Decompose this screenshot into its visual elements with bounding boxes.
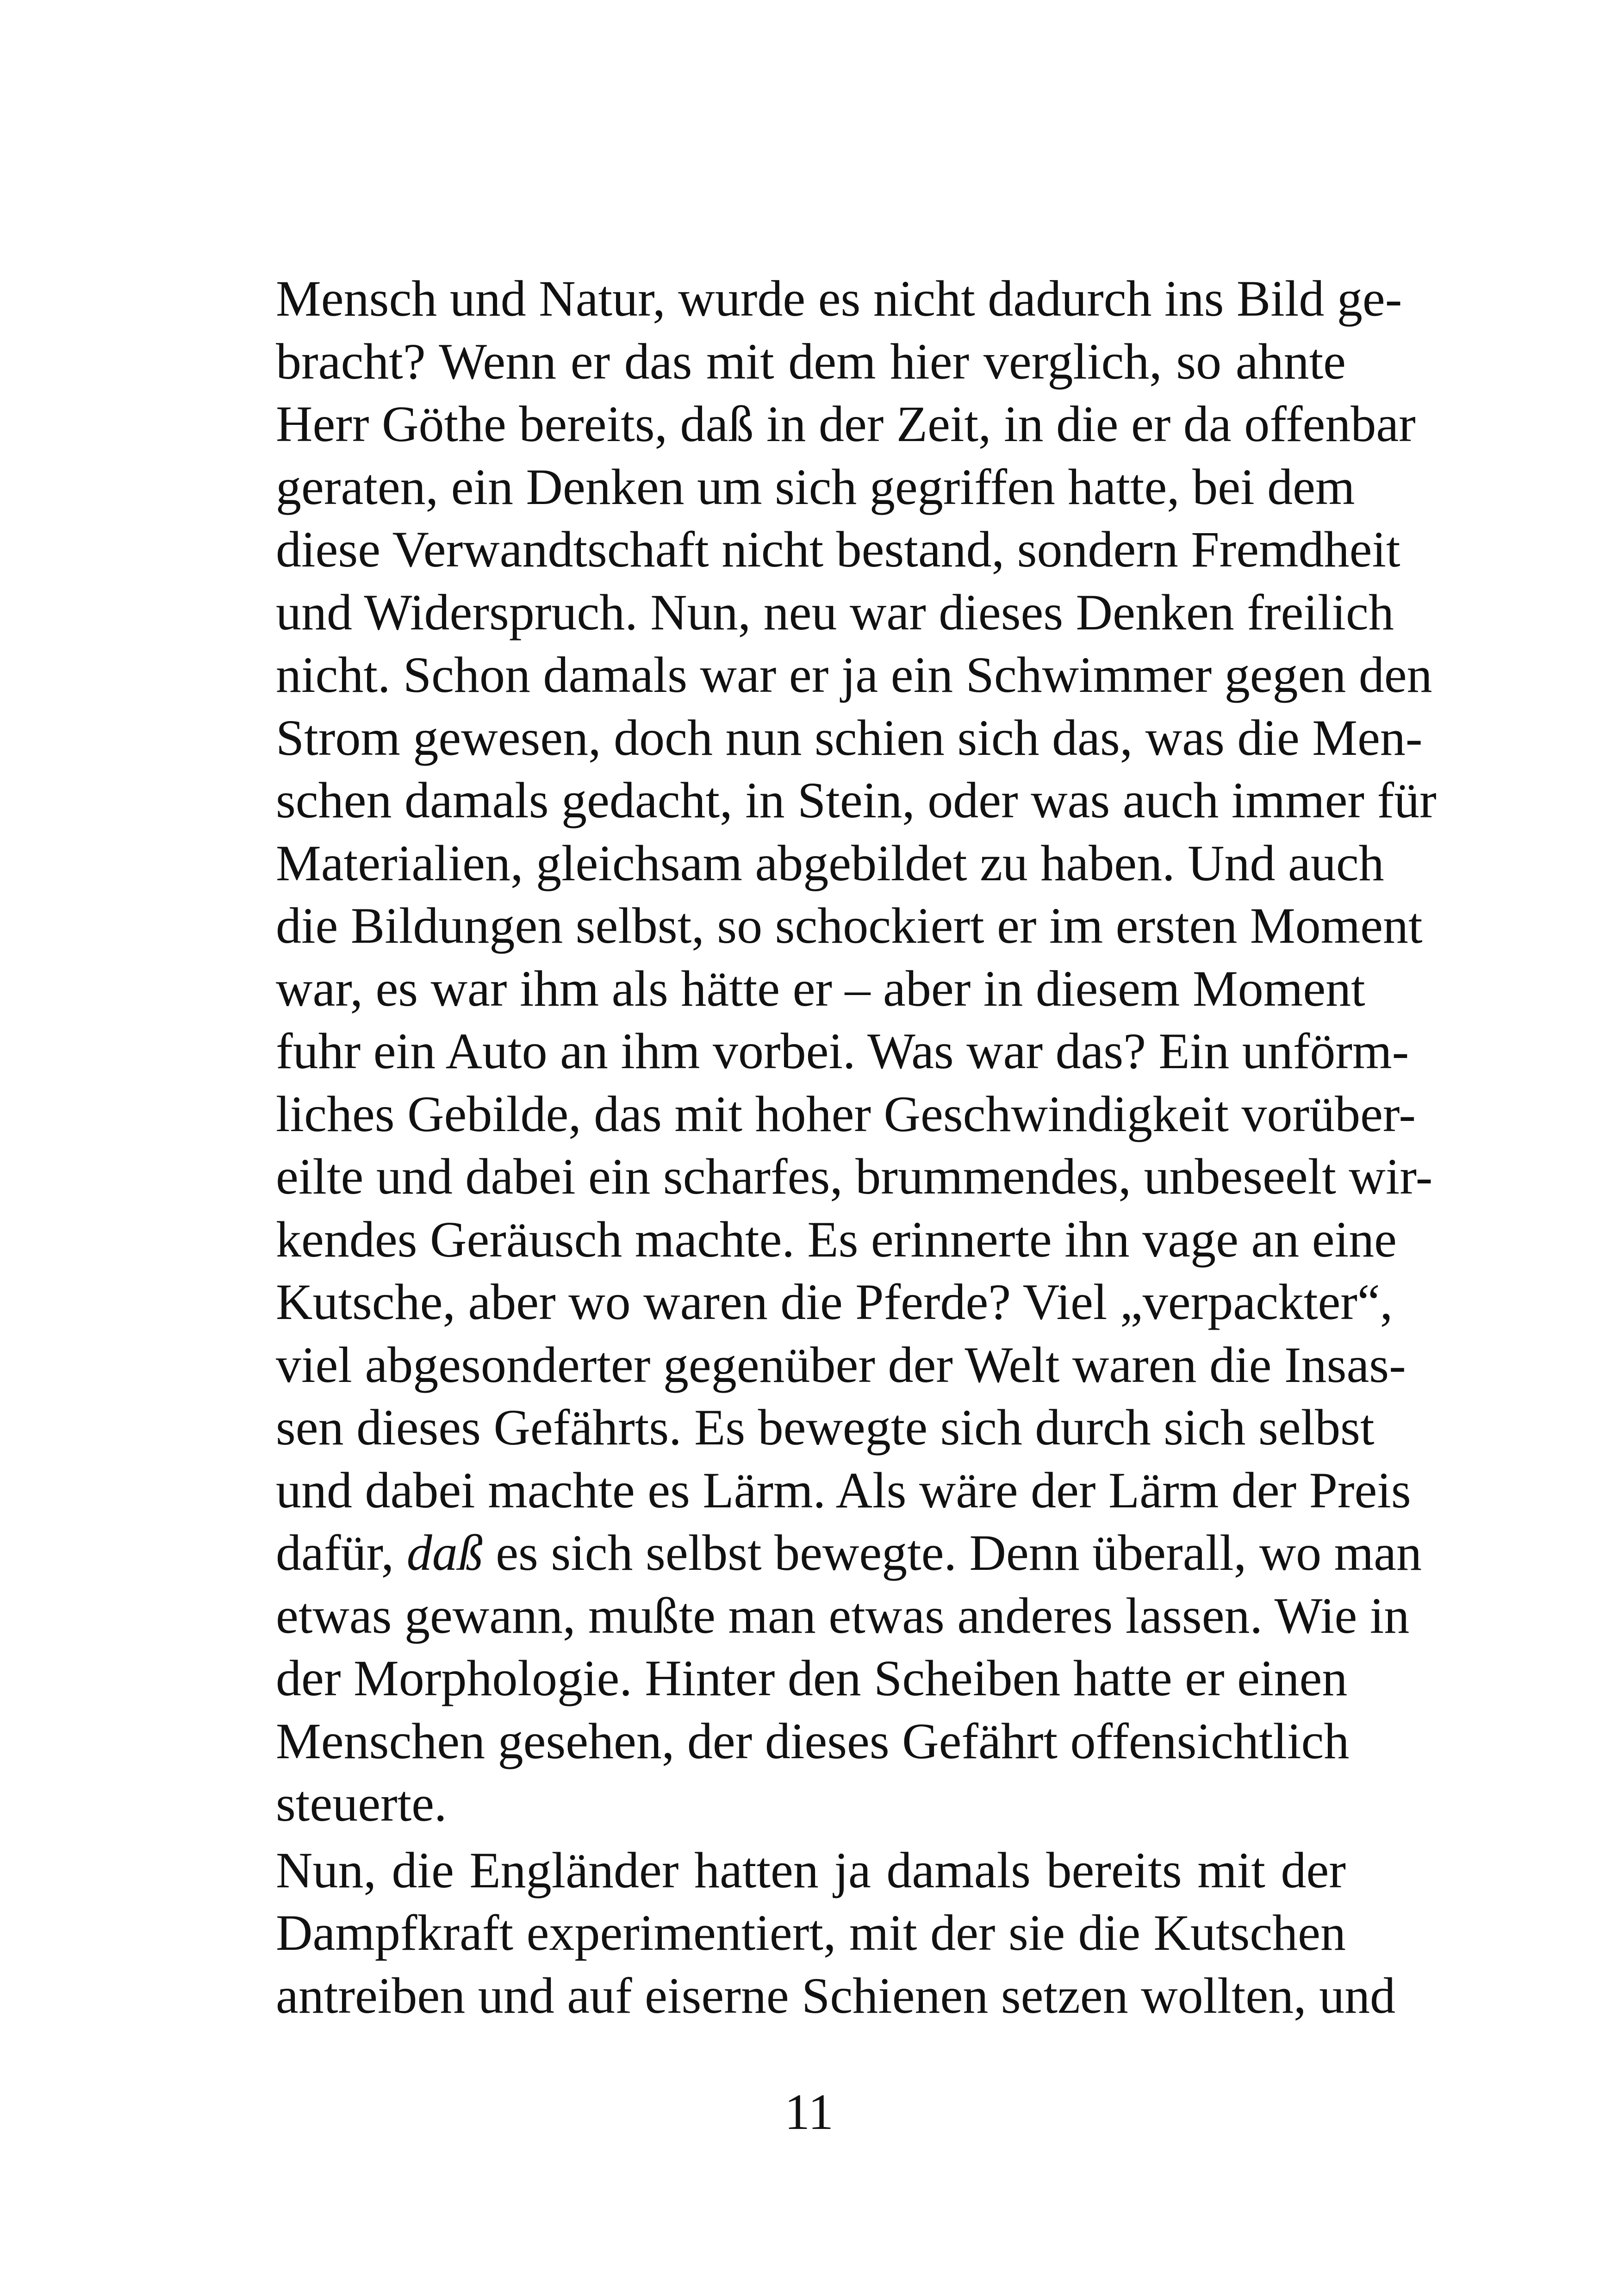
- text-line: Dampfkraft experimentiert, mit der sie die Kutschen: [276, 1904, 1346, 1961]
- text-line: liches Gebilde, das mit hoher Geschwindigkeit vorüber-: [276, 1085, 1416, 1142]
- text-line: antreiben und auf eiserne Schienen setzen wollten, und: [276, 1967, 1396, 2024]
- text-line: und Widerspruch. Nun, neu war dieses Denken freilich: [276, 584, 1394, 641]
- text-line: Nun, die Engländer hatten ja damals bereits mit der: [276, 1842, 1346, 1898]
- text-line: Menschen gesehen, der dieses Gefährt offensichtlich: [276, 1712, 1350, 1769]
- text-line: steuerte.: [276, 1775, 447, 1832]
- text-line: bracht? Wenn er das mit dem hier verglich, so ahnte: [276, 333, 1346, 390]
- text-line: kendes Geräusch machte. Es erinnerte ihn vage an eine: [276, 1211, 1397, 1268]
- text-line-with-emphasis: [276, 1522, 1422, 1585]
- text-line: Materialien, gleichsam abgebildet zu haben. Und auch: [276, 834, 1384, 891]
- text-line: diese Verwandtschaft nicht bestand, sondern Fremdheit: [276, 521, 1400, 578]
- emphasized-word: daß: [406, 1524, 483, 1581]
- text-line: Kutsche, aber wo waren die Pferde? Viel „verpackter“,: [276, 1274, 1393, 1330]
- text-line: fuhr ein Auto an ihm vorbei. Was war das? Ein unförm-: [276, 1023, 1409, 1079]
- line-text-after: es sich selbst bewegte. Denn überall, wo man: [483, 1524, 1422, 1581]
- text-line: Mensch und Natur, wurde es nicht dadurch ins Bild ge-: [276, 270, 1402, 327]
- text-line: geraten, ein Denken um sich gegriffen hatte, bei dem: [276, 458, 1355, 515]
- body-text: [276, 268, 1437, 2027]
- text-line: viel abgesonderter gegenüber der Welt waren die Insas-: [276, 1336, 1406, 1393]
- text-line: sen dieses Gefährts. Es bewegte sich durch sich selbst: [276, 1399, 1375, 1456]
- text-line: Herr Göthe bereits, daß in der Zeit, in die er da offenbar: [276, 396, 1416, 452]
- text-line: die Bildungen selbst, so schockiert er im ersten Moment: [276, 897, 1423, 954]
- line-text-before: dafür,: [276, 1524, 407, 1581]
- page-number: 11: [784, 2084, 834, 2140]
- text-line: und dabei machte es Lärm. Als wäre der Lärm der Preis: [276, 1462, 1411, 1518]
- text-line: etwas gewann, mußte man etwas anderes lassen. Wie in: [276, 1587, 1410, 1644]
- text-line: eilte und dabei ein scharfes, brummendes, unbeseelt wir-: [276, 1148, 1433, 1205]
- text-line: war, es war ihm als hätte er – aber in diesem Moment: [276, 960, 1365, 1017]
- text-line: nicht. Schon damals war er ja ein Schwimmer gegen den: [276, 647, 1432, 703]
- text-line: schen damals gedacht, in Stein, oder was auch immer für: [276, 772, 1437, 828]
- text-line: Strom gewesen, doch nun schien sich das, was die Men-: [276, 709, 1423, 766]
- text-line: der Morphologie. Hinter den Scheiben hatte er einen: [276, 1650, 1348, 1706]
